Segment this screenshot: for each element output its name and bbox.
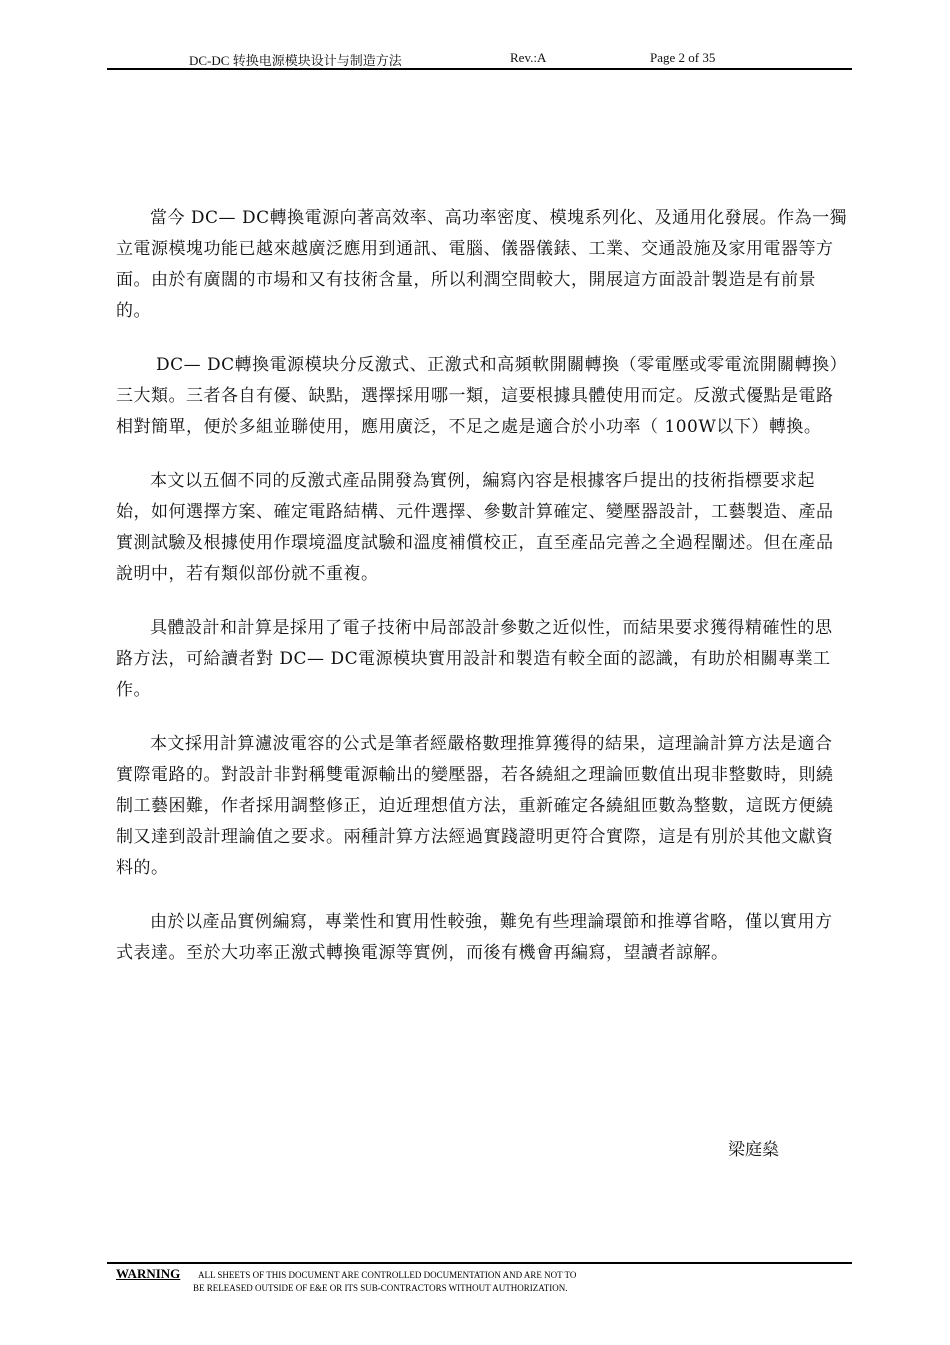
warning-text-line-1: ALL SHEETS OF THIS DOCUMENT ARE CONTROLLED DOCUMENTATION AND ARE NOT TO xyxy=(198,1270,577,1280)
paragraph-5: 本文採用計算濾波電容的公式是筆者經嚴格數理推算獲得的結果，這理論計算方法是適合實際電路的。對設計非對稱雙電源輸出的變壓器，若各繞組之理論匝數值出現非整數時，則繞制工藝困難，作者採用調整修正，迫近理想值方法，重新確定各繞組匝數為整數，這既方便繞制又達到設計理論值之要求。兩種計算方法經過實踐證明更符合實際，這是有別於其他文獻資料的。 xyxy=(116,734,834,878)
paragraph-6: 由於以產品實例編寫，專業性和實用性較強，難免有些理論環節和推導省略，僅以實用方式表達。至於大功率正激式轉換電源等實例，而後有機會再編寫，望讀者諒解。 xyxy=(116,912,833,963)
warning-label: WARNING xyxy=(116,1266,181,1281)
document-title: DC-DC 转换电源模块设计与制造方法 xyxy=(189,53,402,68)
page-number: Page 2 of 35 xyxy=(650,50,716,65)
revision-label: Rev.:A xyxy=(510,50,547,65)
author-signature: 梁庭燊 xyxy=(728,1140,779,1160)
paragraph-1: 當今 DC— DC轉換電源向著高效率、高功率密度、模塊系列化、及通用化發展。作為一獨立電源模塊功能已越來越廣泛應用到通訊、電腦、儀器儀錶、工業、交通設施及家用電器等方面。由於有廣闊的市場和又有技術含量，所以利潤空間較大，開展這方面設計製造是有前景的。 xyxy=(116,208,848,321)
warning-text-line-2: BE RELEASED OUTSIDE OF E&E OR ITS SUB-CONTRACTORS WITHOUT AUTHORIZATION. xyxy=(193,1283,568,1293)
preface-body xyxy=(116,203,848,992)
footer-divider xyxy=(107,1262,852,1264)
paragraph-4: 具體設計和計算是採用了電子技術中局部設計參數之近似性，而結果要求獲得精確性的思路方法，可給讀者對 DC— DC電源模块實用設計和製造有較全面的認識，有助於相關專業工作。 xyxy=(116,618,833,700)
page-header xyxy=(107,50,852,70)
paragraph-3: 本文以五個不同的反激式產品開發為實例，編寫內容是根據客戶提出的技術指標要求起始，如何選擇方案、確定電路結構、元件選擇、參數計算確定、變壓器設計，工藝製造、產品實測試驗及根據使用作環境溫度試驗和溫度補償校正，直至產品完善之全過程闡述。但在產品說明中，若有類似部份就不重複。 xyxy=(116,471,834,584)
paragraph-2: DC— DC轉換電源模块分反激式、正激式和高頻軟開關轉換（零電壓或零電流開關轉換）三大類。三者各自有優、缺點，選擇採用哪一類，這要根據具體使用而定。反激式優點是電路相對簡單，便於多組並聯使用，應用廣泛，不足之處是適合於小功率（ 100W以下）轉換。 xyxy=(116,355,848,437)
